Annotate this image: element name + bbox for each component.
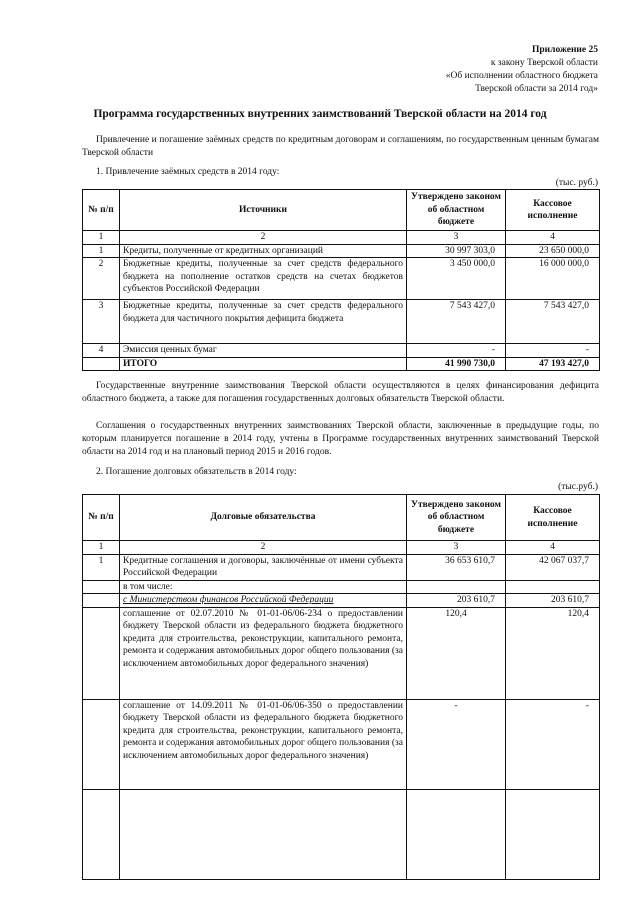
colnum-1: 1 [83,541,120,555]
row-cash: 7 543 427,0 [506,300,600,344]
row-num [83,594,120,608]
paragraph-purpose [82,380,599,406]
header-cash: Кассовое исполнение [506,495,600,541]
section2-heading-text: 2. Погашение долговых обязательств в 2014 году: [96,467,297,477]
borrowing-table [82,189,600,371]
row-cash: - [506,699,600,789]
row-cash: 203 610,7 [506,594,600,608]
total-num [83,357,120,371]
borrowing-colnum-row [83,231,600,245]
row-num [83,607,120,699]
paragraph-agreements-text: Соглашения о государственных внутренних заимствованиях Тверской области, заключенные в предыдущие годы, по которым планируется погашение в 2014 году, учтены в Программе государственных внутренних заимствований Тверской области на 2014 год и на плановый период 2015 и 2016 годов. [82,421,599,457]
table-row [83,258,600,300]
row-cash: 16 000 000,0 [506,258,600,300]
intro-paragraph [82,134,599,160]
row-name: соглашение от 02.07.2010 № 01-01-06/06-234 о предоставлении бюджету Тверской области из федерального бюджета бюджетного кредита для строительства, реконструкции, капитального ремонта, ремонта и содержания автомобильных дорог общего пользования (за исключением автомобильных дорог федерального значения) [120,607,407,699]
row-cash: 120,4 [506,607,600,699]
row-approved: - [407,344,506,358]
row-num [83,580,120,594]
colnum-4: 4 [506,231,600,245]
row-approved [407,789,506,879]
repayment-header-row [83,495,600,541]
table-row-empty [83,789,600,879]
appendix-line-1: к закону Тверской области [490,58,598,68]
row-approved: 203 610,7 [407,594,506,608]
colnum-4: 4 [506,541,600,555]
colnum-2: 2 [120,541,407,555]
row-name: Кредитные соглашения и договоры, заключённые от имени субъекта Российской Федерации [120,554,407,580]
table-row [83,344,600,358]
total-approved: 41 990 730,0 [407,357,506,371]
row-approved: 120,4 [407,607,506,699]
row-num: 1 [83,244,120,258]
appendix-line-3: Тверской области за 2014 год» [475,84,598,94]
row-name: Кредиты, полученные от кредитных организаций [120,244,407,258]
header-approved: Утверждено законом об областном бюджете [407,495,506,541]
row-num [83,699,120,789]
header-approved: Утверждено законом об областном бюджете [407,190,506,231]
row-cash: 23 650 000,0 [506,244,600,258]
section2-unit: (тыс.руб.) [558,482,598,492]
section2-heading [82,466,599,479]
row-num: 4 [83,344,120,358]
row-name: Эмиссия ценных бумаг [120,344,407,358]
row-name: Бюджетные кредиты, полученные за счет средств федерального бюджета на пополнение остатков средств на счетах бюджетов субъектов Российской Федерации [120,258,407,300]
colnum-3: 3 [407,541,506,555]
row-name [120,789,407,879]
table-row [83,594,600,608]
row-name: Бюджетные кредиты, полученные за счет средств федерального бюджета для частичного покрытия дефицита бюджета [120,300,407,344]
repayment-table [82,494,600,880]
row-name: в том числе: [120,580,407,594]
appendix-line-2: «Об исполнении областного бюджета [445,71,598,81]
row-cash: - [506,344,600,358]
row-name: соглашение от 14.09.2011 № 01-01-06/06-350 о предоставлении бюджету Тверской области из федерального бюджета бюджетного кредита для строительства, реконструкции, капитального ремонта, ремонта и содержания автомобильных дорог общего пользования (за исключением автомобильных дорог федерального значения) [120,699,407,789]
header-source: Источники [120,190,407,231]
row-num: 1 [83,554,120,580]
colnum-3: 3 [407,231,506,245]
row-cash [506,789,600,879]
repayment-colnum-row [83,541,600,555]
row-approved: 36 653 610,7 [407,554,506,580]
paragraph-agreements [82,420,599,459]
row-approved: 3 450 000,0 [407,258,506,300]
row-cash [506,580,600,594]
header-cash: Кассовое исполнение [506,190,600,231]
borrowing-header-row [83,190,600,231]
row-cash: 42 067 037,7 [506,554,600,580]
row-num [83,789,120,879]
table-row [83,699,600,789]
colnum-1: 1 [83,231,120,245]
table-row [83,244,600,258]
table-row [83,554,600,580]
table-row [83,580,600,594]
paragraph-purpose-text: Государственные внутренние заимствования Тверской области осуществляются в целях финансирования дефицита областного бюджета, а также для погашения государственных долговых обязательств Тверской области. [82,381,599,404]
row-approved: 30 997 303,0 [407,244,506,258]
row-num: 3 [83,300,120,344]
appendix-title: Приложение 25 [531,45,598,55]
row-approved [407,580,506,594]
header-num: № п/п [83,190,120,231]
total-label: ИТОГО [120,357,407,371]
appendix-block [338,44,598,96]
section1-heading-text: 1. Привлечение заёмных средств в 2014 году: [96,167,280,177]
document-title: Программа государственных внутренних заимствований Тверской области на 2014 год [93,108,547,120]
header-obligation: Долговые обязательства [120,495,407,541]
section1-heading [82,166,599,179]
colnum-2: 2 [120,231,407,245]
row-name: с Министерством финансов Российской Федерации [120,594,407,608]
row-approved: - [407,699,506,789]
header-num: № п/п [83,495,120,541]
table-row [83,607,600,699]
table-row [83,300,600,344]
total-cash: 47 193 427,0 [506,357,600,371]
section1-unit: (тыс. руб.) [555,178,598,188]
row-approved: 7 543 427,0 [407,300,506,344]
intro-text: Привлечение и погашение заёмных средств по кредитным договорам и соглашениям, по государственным ценным бумагам Тверской области [82,135,599,158]
total-row [83,357,600,371]
row-num: 2 [83,258,120,300]
